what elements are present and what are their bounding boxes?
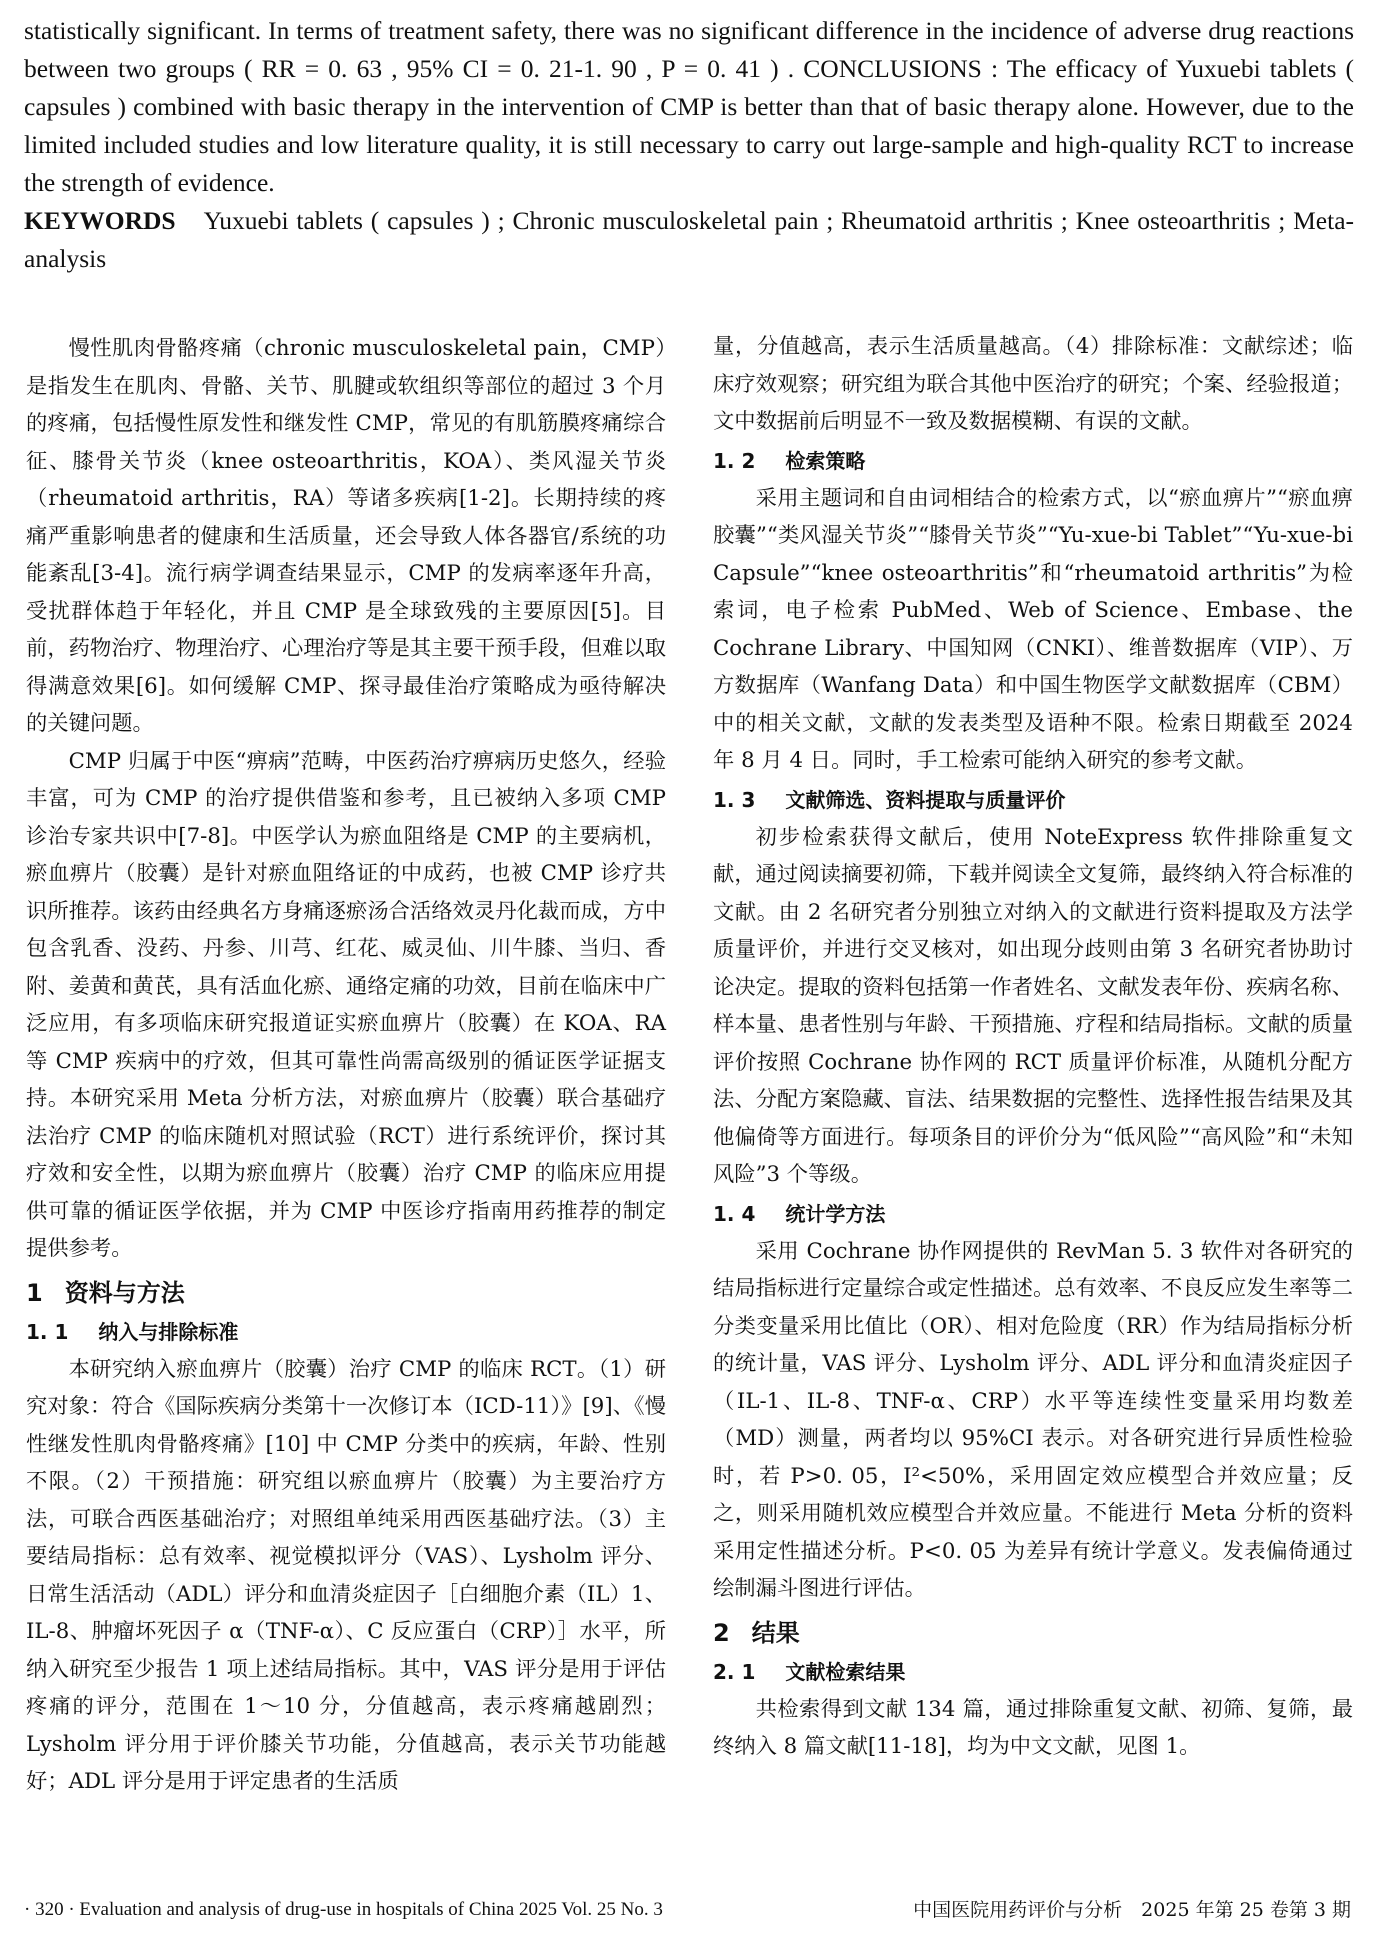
footer-journal-chinese: 中国医院用药评价与分析 2025 年第 25 卷第 3 期 xyxy=(913,1899,1351,1921)
page-footer xyxy=(24,1895,1351,1925)
intro-paragraph-1: 慢性肌肉骨骼疼痛（chronic musculoskeletal pain，CMP）是指发生在肌肉、骨骼、关节、肌腱或软组织等部位的超过 3 个月的疼痛，包括慢性原发性和继发性 CMP，常见的有肌筋膜疼痛综合征、膝骨关节炎（knee osteoarthritis，KOA）、类风湿关节炎（rheumatoid arthritis，RA）等诸多疾病[1-2]。长期持续的疼痛严重影响患者的健康和生活质量，还会导致人体各器官/系统的功能紊乱[3-4]。流行病学调查结果显示，CMP 的发病率逐年升高，受扰群体趋于年轻化，并且 CMP 是全球致残的主要原因[5]。目前，药物治疗、物理治疗、心理治疗等是其主要干预手段，但难以取得满意效果[6]。如何缓解 CMP、探寻最佳治疗策略成为亟待解决的关键问题。 xyxy=(26,336,666,736)
criteria-continued-paragraph: 量，分值越高，表示生活质量越高。（4）排除标准：文献综述；临床疗效观察；研究组为联合其他中医治疗的研究；个案、经验报道；文中数据前后明显不一致及数据模糊、有误的文献。 xyxy=(713,334,1353,434)
subsection-number: 1. 1 xyxy=(26,1319,69,1344)
subsection-title: 检索策略 xyxy=(785,448,866,473)
subsection-title: 纳入与排除标准 xyxy=(98,1319,239,1344)
footer-journal-english: · 320 · Evaluation and analysis of drug-use in hospitals of China 2025 Vol. 25 No. 3 xyxy=(24,1899,663,1920)
intro-paragraph-2: CMP 归属于中医“痹病”范畴，中医药治疗痹病历史悠久，经验丰富，可为 CMP 的治疗提供借鉴和参考，且已被纳入多项 CMP 诊治专家共识中[7-8]。中医学认为瘀血阻络是 CMP 的主要病机，瘀血痹片（胶囊）是针对瘀血阻络证的中成药，也被 CMP 诊疗共识所推荐。该药由经典名方身痛逐瘀汤合活络效灵丹化裁而成，方中包含乳香、没药、丹参、川芎、红花、威灵仙、川牛膝、当归、香附、姜黄和黄芪，具有活血化瘀、通络定痛的功效，目前在临床中广泛应用，有多项临床研究报道证实瘀血痹片（胶囊）在 KOA、RA 等 CMP 疾病中的疗效，但其可靠性尚需高级别的循证医学证据支持。本研究采用 Meta 分析方法，对瘀血痹片（胶囊）联合基础疗法治疗 CMP 的临床随机对照试验（RCT）进行系统评价，探讨其疗效和安全性，以期为瘀血痹片（胶囊）治疗 CMP 的临床应用提供可靠的循证医学依据，并为 CMP 中医诊疗指南用药推荐的制定提供参考。 xyxy=(26,748,666,1261)
section-heading-results xyxy=(713,1614,1353,1652)
keywords-text: Yuxuebi tablets ( capsules ) ; Chronic musculoskeletal pain ; Rheumatoid arthritis ; Knee osteoarthritis ; Meta-analysis xyxy=(24,206,1354,273)
subsection-number: 1. 3 xyxy=(713,787,756,812)
keywords-label: KEYWORDS xyxy=(24,206,176,235)
section-number: 1 xyxy=(26,1278,43,1307)
statistics-paragraph: 采用 Cochrane 协作网提供的 RevMan 5. 3 软件对各研究的结局指标进行定量综合或定性描述。总有效率、不良反应发生率等二分类变量采用比值比（OR）、相对危险度（RR）作为结局指标分析的统计量，VAS 评分、Lysholm 评分、ADL 评分和血清炎症因子（IL-1、IL-8、TNF-α、CRP）水平等连续性变量采用均数差（MD）测量，两者均以 95%CI 表示。对各研究进行异质性检验时，若 P>0. 05，I²<50%，采用固定效应模型合并效应量；反之，则采用随机效应模型合并效应量。不能进行 Meta 分析的资料采用定性描述分析。P<0. 05 为差异有统计学意义。发表偏倚通过绘制漏斗图进行评估。 xyxy=(713,1238,1353,1601)
subsection-heading-1-1 xyxy=(26,1314,666,1351)
subsection-number: 2. 1 xyxy=(713,1659,756,1684)
subsection-number: 1. 2 xyxy=(713,448,756,473)
subsection-number: 1. 4 xyxy=(713,1201,756,1226)
right-column xyxy=(713,328,1353,1766)
search-strategy-paragraph: 采用主题词和自由词相结合的检索方式，以“瘀血痹片”“瘀血痹胶囊”“类风湿关节炎”“膝骨关节炎”“Yu-xue-bi Tablet”“Yu-xue-bi Capsule”“knee osteoarthritis”和“rheumatoid arthritis”为检索词，电子检索 PubMed、Web of Science、Embase、the Cochrane Library、中国知网（CNKI）、维普数据库（VIP）、万方数据库（Wanfang Data）和中国生物医学文献数据库（CBM）中的相关文献，文献的发表类型及语种不限。检索日期截至 2024 年 8 月 4 日。同时，手工检索可能纳入研究的参考文献。 xyxy=(713,485,1353,773)
subsection-title: 文献筛选、资料提取与质量评价 xyxy=(785,787,1066,812)
section-number: 2 xyxy=(713,1618,730,1647)
subsection-heading-1-4 xyxy=(713,1196,1353,1233)
subsection-title: 文献检索结果 xyxy=(785,1659,906,1684)
abstract-text: statistically significant. In terms of treatment safety, there was no significant difference in the incidence of adverse drug reactions between two groups ( RR = 0. 63 , 95% CI = 0. 21-1. 90 , P = 0. 41 ) . CONCLUSIONS : The efficacy of Yuxuebi tablets ( capsules ) combined with basic therapy in the intervention of CMP is better than that of basic therapy alone. However, due to the limited included studies and low literature quality, it is still necessary to carry out large-sample and high-quality RCT to increase the strength of evidence. xyxy=(24,16,1354,197)
criteria-paragraph: 本研究纳入瘀血痹片（胶囊）治疗 CMP 的临床 RCT。（1）研究对象：符合《国际疾病分类第十一次修订本（ICD-11）》[9]、《慢性继发性肌肉骨骼疼痛》[10] 中 CMP 分类中的疾病，年龄、性别不限。（2）干预措施：研究组以瘀血痹片（胶囊）为主要治疗方法，可联合西医基础治疗；对照组单纯采用西医基础疗法。（3）主要结局指标：总有效率、视觉模拟评分（VAS）、Lysholm 评分、日常生活活动（ADL）评分和血清炎症因子［白细胞介素（IL）1、IL-8、肿瘤坏死因子 α（TNF-α）、C 反应蛋白（CRP）］水平，所纳入研究至少报告 1 项上述结局指标。其中，VAS 评分是用于评估疼痛的评分，范围在 1～10 分，分值越高，表示疼痛越剧烈；Lysholm 评分用于评价膝关节功能，分值越高，表示关节功能越好；ADL 评分是用于评定患者的生活质 xyxy=(26,1356,666,1794)
search-results-paragraph: 共检索得到文献 134 篇，通过排除重复文献、初筛、复筛，最终纳入 8 篇文献[11-18]，均为中文文献，见图 1。 xyxy=(713,1696,1353,1759)
subsection-heading-2-1 xyxy=(713,1654,1353,1691)
subsection-title: 统计学方法 xyxy=(785,1201,886,1226)
section-heading-methods xyxy=(26,1274,666,1312)
subsection-heading-1-3 xyxy=(713,782,1353,819)
section-title: 结果 xyxy=(751,1618,800,1647)
screening-paragraph: 初步检索获得文献后，使用 NoteExpress 软件排除重复文献，通过阅读摘要初筛，下载并阅读全文复筛，最终纳入符合标准的文献。由 2 名研究者分别独立对纳入的文献进行资料提取及方法学质量评价，并进行交叉核对，如出现分歧则由第 3 名研究者协助讨论决定。提取的资料包括第一作者姓名、文献发表年份、疾病名称、样本量、患者性别与年龄、干预措施、疗程和结局指标。文献的质量评价按照 Cochrane 协作网的 RCT 质量评价标准，从随机分配方法、分配方案隐藏、盲法、结果数据的完整性、选择性报告结果及其他偏倚等方面进行。每项条目的评价分为“低风险”“高风险”和“未知风险”3 个等级。 xyxy=(713,824,1353,1187)
english-abstract xyxy=(24,12,1354,278)
keywords xyxy=(24,202,1354,278)
subsection-heading-1-2 xyxy=(713,443,1353,480)
left-column xyxy=(26,330,666,1801)
section-title: 资料与方法 xyxy=(64,1278,185,1307)
